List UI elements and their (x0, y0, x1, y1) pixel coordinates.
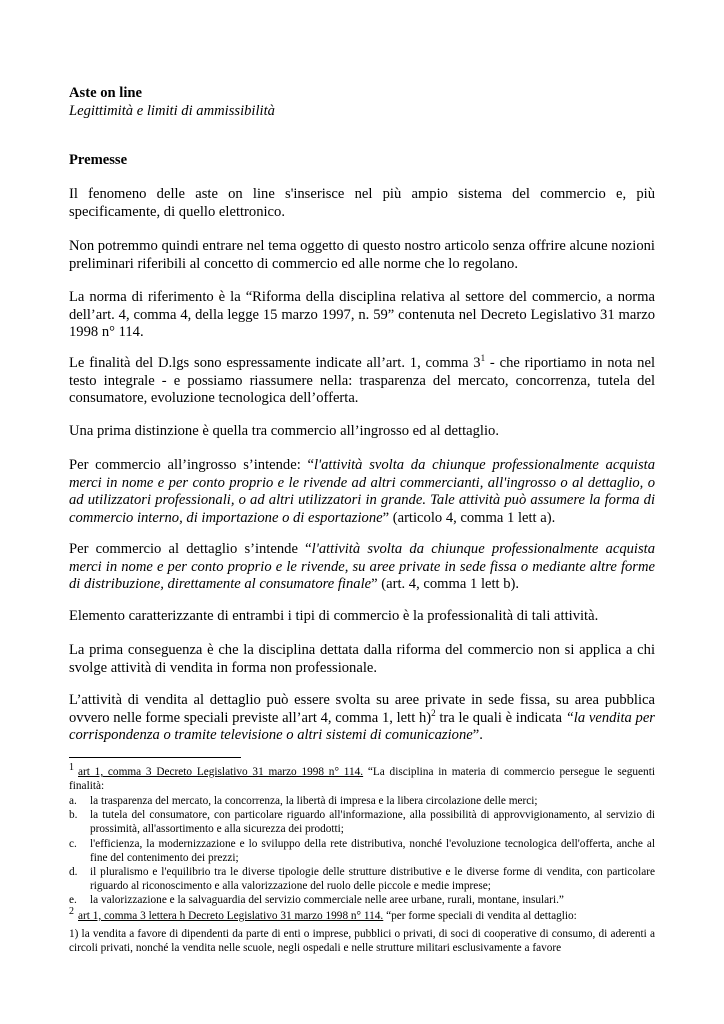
paragraph-4-text-a: Le finalità del D.lgs sono espressamente indicate all’art. 1, comma 3 (69, 355, 481, 371)
section-heading: Premesse (69, 152, 128, 168)
footnote-ref-2: 2 (431, 707, 436, 718)
paragraph-7-quote: l'attività svolta da chiunque professionalmente acquista merci in nome e per conto proprio e le rivende, su aree private in sede fissa o mediante altre forme di distribuzione, direttamente al consumatore finale (69, 541, 655, 593)
footnote-2-reference: art 1, comma 3 lettera h Decreto Legislativo 31 marzo 1998 n° 114. (78, 910, 384, 922)
paragraph-6-text-b: ” (articolo 4, comma 1 lett a). (382, 509, 556, 526)
paragraph-6 (69, 457, 655, 527)
list-item-text: la valorizzazione e la salvaguardia del servizio commerciale nelle aree urbane, rurali, montane, insulari.” (90, 894, 564, 907)
list-item-text: la tutela del consumatore, con particolare riguardo all'informazione, alla possibilità di approvvigionamento, al servizio di prossimità, all'assortimento e alla sicurezza dei prodotti; (90, 809, 655, 836)
paragraph-9: La prima conseguenza è che la disciplina dettata dalla riforma del commercio non si applica a chi svolge attività di vendita in forma non professionale. (69, 642, 655, 676)
paragraph-2: Non potremmo quindi entrare nel tema oggetto di questo nostro articolo senza offrire alcune nozioni preliminari riferibili al concetto di commercio ed alle norme che lo regolano. (69, 238, 655, 272)
footnote-1-mark: 1 (69, 762, 74, 774)
list-item-label: e. (69, 894, 77, 907)
list-item (69, 893, 655, 907)
paragraph-7-text-b: ” (art. 4, comma 1 lett b). (371, 576, 520, 593)
list-item-label: b. (69, 809, 78, 822)
list-item-label: d. (69, 866, 78, 879)
footnote-1-list (69, 794, 655, 908)
paragraph-8: Elemento caratterizzante di entrambi i tipi di commercio è la professionalità di tali attività. (69, 608, 599, 624)
document-subtitle: Legittimità e limiti di ammissibilità (69, 103, 275, 119)
list-item-text: il pluralismo e l'equilibrio tra le diverse tipologie delle strutture distributive e le diverse forme di vendita, con particolare riguardo al riconoscimento e alla valorizzazione del ruolo delle piccole e medie imprese; (90, 866, 655, 893)
paragraph-10-text-b: tra le quali è indicata (435, 709, 566, 726)
list-item-text: la trasparenza del mercato, la concorrenza, la libertà di impresa e la libera circolazione delle merci; (90, 795, 538, 807)
paragraph-10-text-a: L’attività di vendita al dettaglio può essere svolta su aree private in sede fissa, su area pubblica ovvero nelle forme speciali previste all’art 4, comma 1, lett h) (69, 692, 655, 726)
list-item (69, 808, 655, 836)
footnote-2 (69, 906, 655, 923)
paragraph-4-text-b: - che riportiamo in nota nel testo integrale - e possiamo riassumere nella: trasparenza del mercato, concorrenza, tutela del consumatore, evoluzione tecnologica dell’offerta. (69, 355, 655, 407)
list-item (69, 865, 655, 893)
paragraph-3: La norma di riferimento è la “Riforma della disciplina relativa al settore del commercio, a norma dell’art. 4, comma 4, della legge 15 marzo 1997, n. 59” contenuta nel Decreto Legislativo 31 marzo 1998 n° 114. (69, 289, 655, 341)
paragraph-1: Il fenomeno delle aste on line s'inserisce nel più ampio sistema del commercio e, più specificamente, di quello elettronico. (69, 186, 655, 220)
list-item-label: a. (69, 795, 77, 807)
footnote-2-text: “per forme speciali di vendita al dettaglio: (383, 910, 577, 922)
paragraph-5: Una prima distinzione è quella tra commercio all’ingrosso ed al dettaglio. (69, 423, 499, 439)
list-item-label: c. (69, 837, 77, 850)
paragraph-10 (69, 692, 655, 745)
footnote-1-reference: art 1, comma 3 Decreto Legislativo 31 marzo 1998 n° 114. (78, 766, 364, 778)
paragraph-6-text-a: Per commercio all’ingrosso s’intende: “ (69, 457, 314, 473)
list-item (69, 837, 655, 865)
footnote-2-item: 1) la vendita a favore di dipendenti da parte di enti o imprese, pubblici o privati, di soci di cooperative di consumo, di aderenti a circoli privati, nonché la vendita nelle scuole, negli ospedali e nelle strutture militari esclusivamente a favore (69, 928, 655, 955)
list-item (69, 794, 655, 808)
paragraph-6-quote: l'attività svolta da chiunque professionalmente acquista merci in nome e per conto proprio e le rivende ad altri commercianti, all'ingrosso o al dettaglio, o ad utilizzatori professionali, o ad altri utilizzatori in grande. Tale attività può assumere la forma di commercio interno, di importazione o di esportazione (69, 457, 655, 526)
document-title: Aste on line (69, 85, 142, 101)
footnote-2-mark: 2 (69, 906, 74, 918)
paragraph-7 (69, 541, 655, 594)
list-item-text: l'efficienza, la modernizzazione e lo sviluppo della rete distributiva, nonché l'evoluzione tecnologica dell'offerta, anche al fine del contenimento dei prezzi; (90, 837, 655, 864)
paragraph-10-text-c: ”. (472, 727, 483, 744)
footnote-1 (69, 762, 655, 793)
footnote-ref-1: 1 (480, 353, 486, 364)
paragraph-7-text-a: Per commercio al dettaglio s’intende “ (69, 541, 312, 557)
paragraph-4 (69, 355, 655, 408)
paragraph-10-quote: “la vendita per corrispondenza o tramite televisione o altri sistemi di comunicazione (69, 709, 655, 744)
footnote-1-text: “La disciplina in materia di commercio persegue le seguenti finalità: (69, 766, 655, 793)
footnote-separator (69, 757, 241, 758)
